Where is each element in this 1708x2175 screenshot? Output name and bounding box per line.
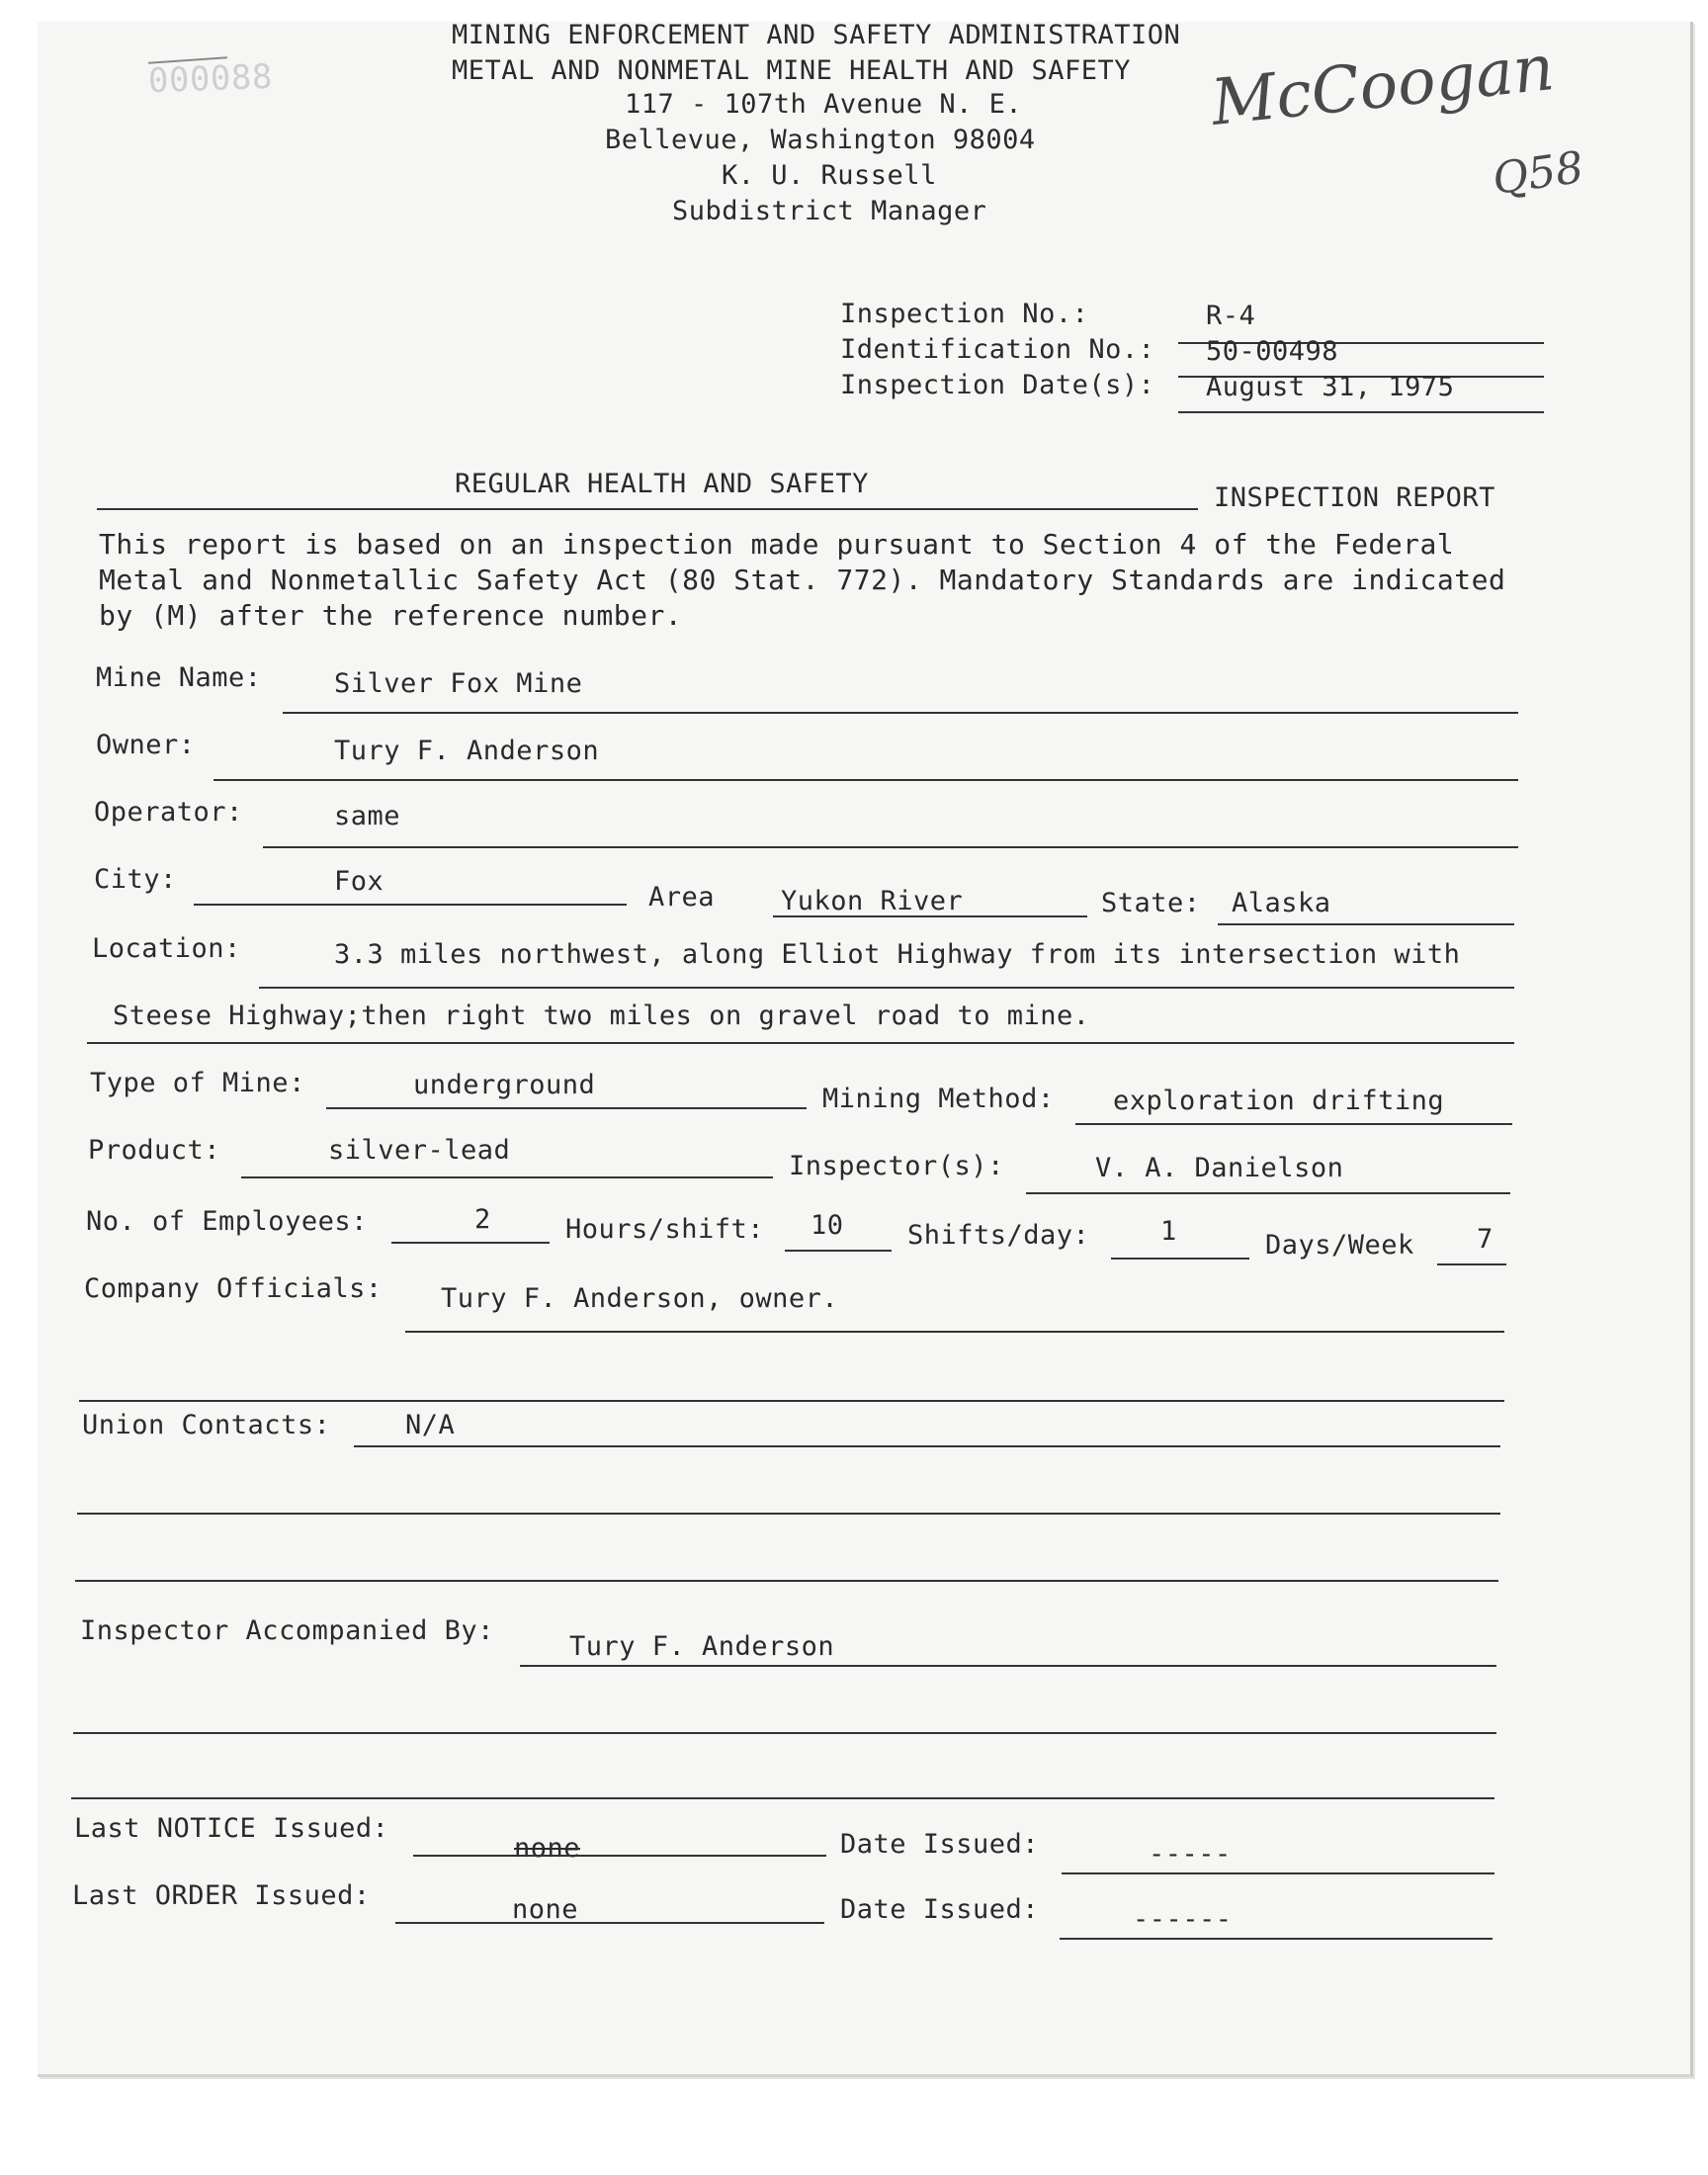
officials-line-1 xyxy=(405,1331,1504,1333)
product-label: Product: xyxy=(88,1135,221,1166)
mine-name-value: Silver Fox Mine xyxy=(334,668,583,699)
shifts-label: Shifts/day: xyxy=(907,1220,1090,1251)
notice-date-line xyxy=(1062,1872,1494,1874)
operator-value: same xyxy=(334,801,401,831)
accompanied-value: Tury F. Anderson xyxy=(569,1631,835,1662)
header-street: 117 - 107th Avenue N. E. xyxy=(625,89,1023,120)
accompanied-line-1 xyxy=(520,1665,1496,1667)
report-title: INSPECTION REPORT xyxy=(1214,482,1495,513)
operator-line xyxy=(263,846,1518,848)
owner-line xyxy=(214,779,1518,781)
mining-method-value: exploration drifting xyxy=(1113,1086,1445,1116)
faint-stamp-left: 000088 xyxy=(147,56,274,102)
inspection-no-label: Inspection No.: xyxy=(840,299,1089,329)
location-label: Location: xyxy=(92,933,241,964)
header-manager-name: K. U. Russell xyxy=(722,160,937,191)
last-notice-value: none xyxy=(514,1833,581,1864)
days-line xyxy=(1437,1263,1506,1265)
owner-value: Tury F. Anderson xyxy=(334,736,600,766)
product-value: silver-lead xyxy=(328,1135,511,1166)
handwritten-code: Q58 xyxy=(1489,141,1587,206)
union-line-1 xyxy=(354,1445,1500,1447)
header-city: Bellevue, Washington 98004 xyxy=(605,125,1036,155)
last-order-line xyxy=(395,1922,824,1924)
union-label: Union Contacts: xyxy=(82,1410,331,1440)
inspectors-line xyxy=(1026,1192,1510,1194)
location-line2-value: Steese Highway;then right two miles on gravel road to mine. xyxy=(113,1000,1090,1031)
last-notice-label: Last NOTICE Issued: xyxy=(74,1813,389,1844)
intro-line-2: Metal and Nonmetallic Safety Act (80 Stat. 772). Mandatory Standards are indicated xyxy=(99,564,1506,596)
accompanied-line-2 xyxy=(73,1732,1496,1734)
location-line1-value: 3.3 miles northwest, along Elliot Highway from its intersection with xyxy=(334,939,1461,970)
city-value: Fox xyxy=(334,866,384,897)
inspection-dates-label: Inspection Date(s): xyxy=(840,370,1155,400)
notice-date-value: ----- xyxy=(1149,1839,1232,1870)
employees-label: No. of Employees: xyxy=(86,1206,368,1237)
area-value: Yukon River xyxy=(781,886,964,916)
order-date-line xyxy=(1060,1938,1493,1940)
days-label: Days/Week xyxy=(1265,1230,1414,1261)
identification-no-label: Identification No.: xyxy=(840,334,1155,365)
hours-value: 10 xyxy=(811,1210,844,1241)
intro-line-1: This report is based on an inspection made pursuant to Section 4 of the Federal xyxy=(99,528,1455,561)
shifts-value: 1 xyxy=(1160,1216,1177,1247)
type-of-mine-value: underground xyxy=(413,1070,596,1100)
state-value: Alaska xyxy=(1232,888,1331,918)
employees-value: 2 xyxy=(474,1204,491,1235)
hours-label: Hours/shift: xyxy=(565,1214,765,1245)
shifts-line xyxy=(1111,1258,1249,1260)
accompanied-label: Inspector Accompanied By: xyxy=(80,1615,494,1646)
inspection-dates-line xyxy=(1178,411,1544,413)
mining-method-label: Mining Method: xyxy=(822,1084,1055,1114)
header-manager-title: Subdistrict Manager xyxy=(672,196,987,226)
document-page xyxy=(38,22,1693,2077)
city-label: City: xyxy=(94,864,177,895)
intro-line-3: by (M) after the reference number. xyxy=(99,599,683,632)
inspectors-value: V. A. Danielson xyxy=(1095,1153,1344,1183)
report-type-line xyxy=(97,508,1198,510)
employees-line xyxy=(391,1242,550,1244)
area-label: Area xyxy=(648,882,716,913)
mine-name-label: Mine Name: xyxy=(96,662,262,693)
order-date-label: Date Issued: xyxy=(840,1894,1040,1925)
inspection-no-value: R-4 xyxy=(1206,301,1256,331)
union-value: N/A xyxy=(405,1410,456,1440)
accompanied-line-3 xyxy=(71,1797,1494,1799)
type-of-mine-label: Type of Mine: xyxy=(90,1068,305,1098)
identification-no-value: 50-00498 xyxy=(1206,336,1339,367)
area-line xyxy=(773,915,1087,917)
header-division: METAL AND NONMETAL MINE HEALTH AND SAFETY xyxy=(452,55,1131,86)
header-agency: MINING ENFORCEMENT AND SAFETY ADMINISTRATION xyxy=(452,20,1181,50)
type-of-mine-line xyxy=(326,1107,807,1109)
state-line xyxy=(1218,923,1514,925)
last-notice-line xyxy=(413,1855,826,1857)
last-order-value: none xyxy=(512,1894,579,1925)
mining-method-line xyxy=(1075,1123,1512,1125)
hours-line xyxy=(785,1250,892,1252)
officials-label: Company Officials: xyxy=(84,1273,383,1304)
union-line-3 xyxy=(75,1580,1498,1582)
union-line-2 xyxy=(77,1513,1500,1515)
location-line-2 xyxy=(87,1042,1514,1044)
operator-label: Operator: xyxy=(94,797,243,827)
city-line xyxy=(194,904,627,906)
handwritten-name: McCoogan xyxy=(1208,32,1558,140)
order-date-value: ------ xyxy=(1133,1904,1233,1935)
inspectors-label: Inspector(s): xyxy=(789,1151,1004,1181)
location-line-1 xyxy=(259,987,1514,989)
officials-value: Tury F. Anderson, owner. xyxy=(441,1283,839,1314)
notice-date-label: Date Issued: xyxy=(840,1829,1040,1860)
inspection-dates-value: August 31, 1975 xyxy=(1206,372,1455,402)
mine-name-line xyxy=(283,712,1518,714)
days-value: 7 xyxy=(1477,1224,1494,1255)
report-type: REGULAR HEALTH AND SAFETY xyxy=(455,469,869,499)
product-line xyxy=(241,1176,773,1178)
state-label: State: xyxy=(1101,888,1201,918)
last-order-label: Last ORDER Issued: xyxy=(72,1880,371,1911)
owner-label: Owner: xyxy=(96,730,196,760)
officials-line-2 xyxy=(79,1400,1504,1402)
